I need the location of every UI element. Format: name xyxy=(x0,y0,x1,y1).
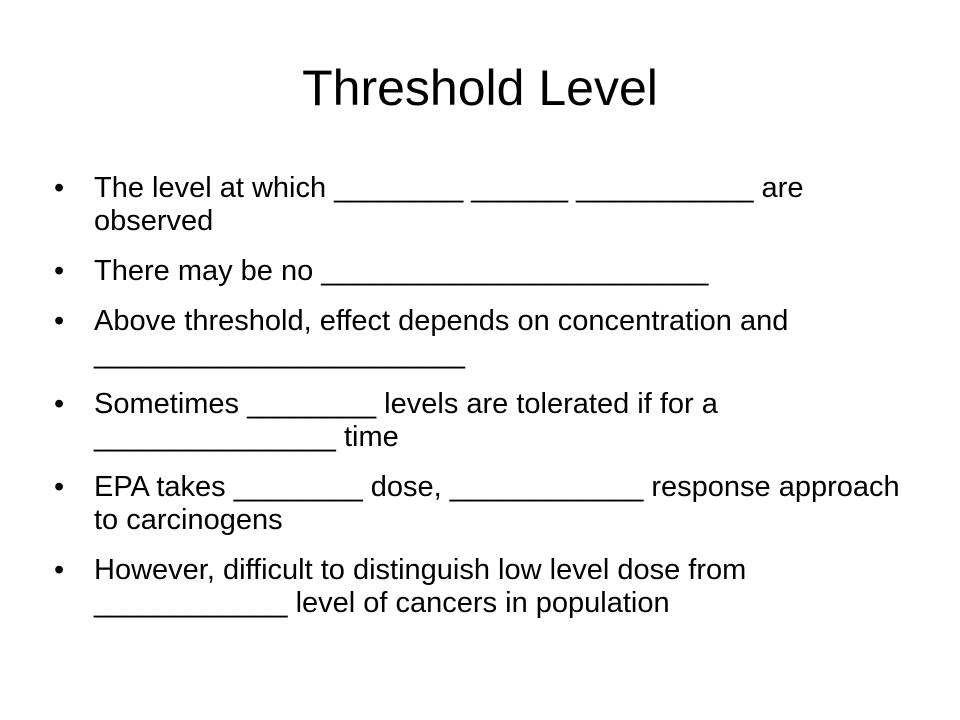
bullet-dot: • xyxy=(54,172,65,204)
bullet-text: EPA takes ________ dose, ____________ response approach to carcinogens xyxy=(94,471,900,536)
bullet-text: There may be no ________________________ xyxy=(94,255,709,287)
bullet-item xyxy=(52,388,912,454)
bullet-dot: • xyxy=(54,554,65,586)
bullet-item xyxy=(52,554,912,620)
bullet-text: However, difficult to distinguish low level dose from ____________ level of cancers in population xyxy=(94,554,747,619)
bullet-item xyxy=(52,255,912,288)
bullet-item xyxy=(52,471,912,537)
bullet-dot: • xyxy=(54,255,65,287)
bullet-dot: • xyxy=(54,305,65,337)
bullet-item xyxy=(52,172,912,238)
bullet-text: Sometimes ________ levels are tolerated if for a _______________ time xyxy=(94,388,718,453)
bullet-list xyxy=(52,172,912,637)
slide-title: Threshold Level xyxy=(302,60,658,116)
bullet-text: Above threshold, effect depends on concentration and _______________________ xyxy=(94,305,789,370)
bullet-text: The level at which ________ ______ ___________ are observed xyxy=(94,172,804,237)
bullet-dot: • xyxy=(54,471,65,503)
bullet-item xyxy=(52,305,912,371)
bullet-dot: • xyxy=(54,388,65,420)
